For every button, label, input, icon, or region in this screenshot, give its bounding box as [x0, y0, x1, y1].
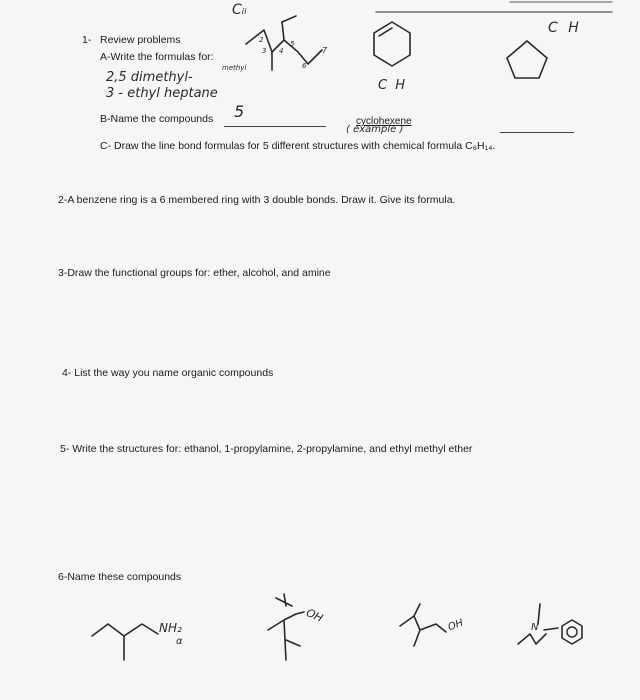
- label-oh-1: OH: [304, 606, 325, 625]
- q6-text: 6-Name these compounds: [58, 571, 182, 583]
- chain-number-3: 3: [262, 47, 267, 55]
- molecule-branched-alcohol-branch: [414, 630, 420, 646]
- molecule-phenyl-ring: [562, 620, 582, 644]
- label-alpha: α: [176, 636, 183, 647]
- q5-text: 5- Write the structures for: ethanol, 1-propylamine, 2-propylamine, and ethyl methyl ether: [60, 443, 473, 455]
- example-name: cyclohexene: [356, 116, 412, 127]
- hand-dimethyl: 2,5 dimethyl-: [106, 70, 193, 85]
- molecule-alcohol-lower: [286, 640, 300, 646]
- q1b-label: B-Name the compounds: [100, 113, 214, 125]
- q1-number: 1-: [82, 34, 92, 46]
- molecule-branched-alcohol: [400, 616, 446, 632]
- skeletal-ethyl-tail: [282, 16, 296, 22]
- q1a-label: A-Write the formulas for:: [100, 51, 214, 63]
- label-n: N: [531, 622, 539, 633]
- q1-title: Review problems: [100, 34, 181, 46]
- hand-top-scribble: Cᵢᵢ: [232, 2, 247, 18]
- chain-number-7: 7: [322, 46, 328, 55]
- hand-number-5: 5: [234, 102, 245, 121]
- cyclopentane-ring: [507, 41, 547, 78]
- q2-text: 2-A benzene ring is a 6 membered ring with 3 double bonds. Draw it. Give its formula.: [58, 194, 456, 206]
- label-oh-2: OH: [446, 617, 465, 634]
- chain-number-6: 6: [302, 62, 307, 70]
- q3-text: 3-Draw the functional groups for: ether, alcohol, and amine: [58, 267, 331, 279]
- molecule-alcohol-upper: [276, 598, 292, 606]
- molecule-phenyl-circle: [567, 627, 577, 637]
- q4-text: 4- List the way you name organic compounds: [62, 367, 274, 379]
- hand-ethylheptane: 3 - ethyl heptane: [106, 86, 218, 101]
- chain-number-5: 5: [290, 40, 295, 48]
- hand-example-note: ( example ): [346, 124, 404, 135]
- hand-ch-middle: C H: [378, 78, 407, 93]
- skeletal-ethyl-branch: [282, 22, 284, 40]
- molecule-phenylamine-chain: [518, 634, 546, 644]
- chain-number-2: 2: [259, 36, 264, 44]
- chain-number-4: 4: [279, 47, 284, 55]
- molecule-alcohol-top: [268, 614, 296, 630]
- molecule-phenylamine-methyl: [538, 604, 540, 624]
- q1c-label: C- Draw the line bond formulas for 5 different structures with chemical formula C₆H₁₄.: [100, 140, 496, 152]
- hand-methyl-note: methyl: [222, 64, 247, 72]
- molecule-alcohol-tick: [284, 594, 286, 606]
- label-nh2: NH₂: [159, 621, 182, 635]
- molecule-branched-alcohol-top: [414, 604, 420, 616]
- molecule-phenylamine-bond: [544, 628, 558, 630]
- molecule-amine: [92, 624, 158, 636]
- hand-ch-right: C H: [548, 20, 582, 36]
- molecule-alcohol-oh-bond: [296, 612, 304, 614]
